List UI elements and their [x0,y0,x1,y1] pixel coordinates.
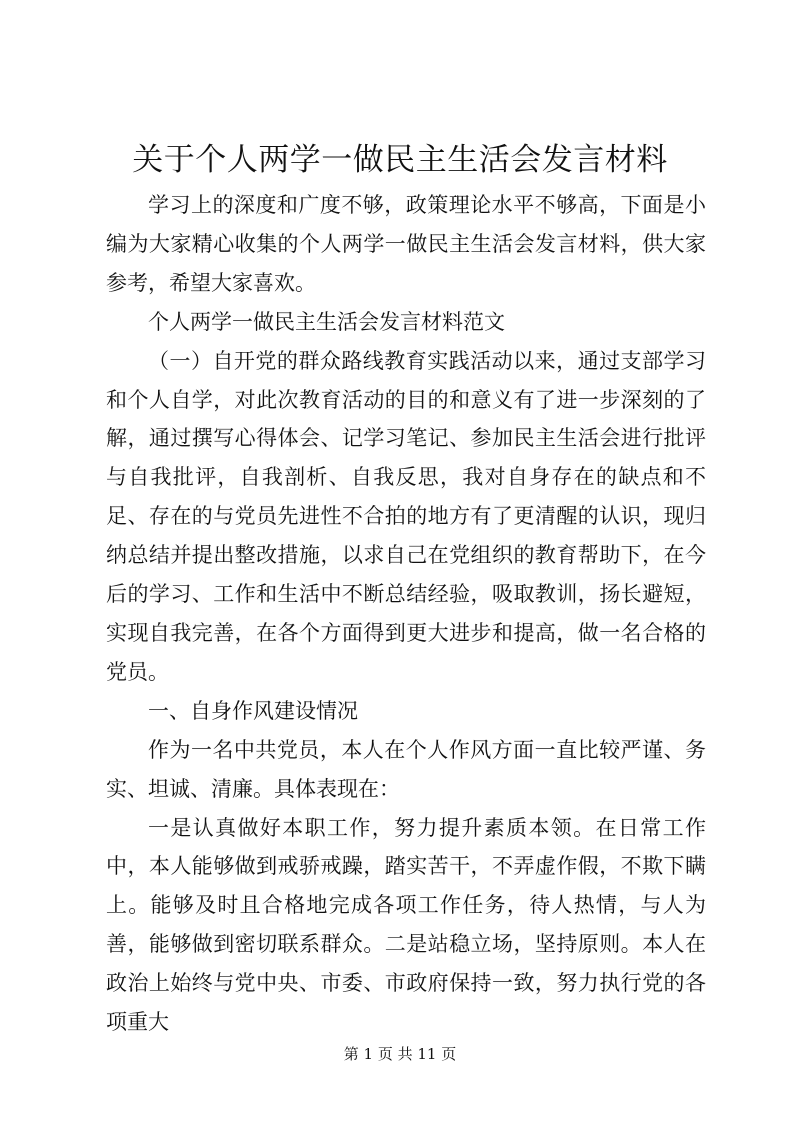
document-title: 关于个人两学一做民主生活会发言材料 [132,142,668,178]
intro-paragraph: 学习上的深度和广度不够，政策理论水平不够高，下面是小编为大家精心收集的个人两学一做民主生活会发言材料，供大家参考，希望大家喜欢。 [106,193,706,295]
page-footer: 第 1 页 共 11 页 [343,1045,457,1063]
body-paragraph: 一是认真做好本职工作，努力提升素质本领。在日常工作中，本人能够做到戒骄戒躁，踏实苦干，不弄虚作假，不欺下瞒上。能够及时且合格地完成各项工作任务，待人热情，与人为善，能够做到密切联系群众。二是站稳立场，坚持原则。本人在政治上始终与党中央、市委、市政府保持一致，努力执行党的各项重大 [106,815,706,1035]
body-paragraph: （一）自开党的群众路线教育实践活动以来，通过支部学习和个人自学，对此次教育活动的目的和意义有了进一步深刻的了解，通过撰写心得体会、记学习笔记、参加民主生活会进行批评与自我批评，自我剖析、自我反思，我对自身存在的缺点和不足、存在的与党员先进性不合拍的地方有了更清醒的认识，现归纳总结并提出整改措施，以求自己在党组织的教育帮助下，在今后的学习、工作和生活中不断总结经验，吸取教训，扬长避短，实现自我完善，在各个方面得到更大进步和提高，做一名合格的党员。 [106,348,706,684]
document-body [106,186,706,1042]
body-paragraph: 作为一名中共党员，本人在个人作风方面一直比较严谨、务实、坦诚、清廉。具体表现在： [106,737,706,801]
section-heading: 一、自身作风建设情况 [148,698,358,723]
section-subtitle: 个人两学一做民主生活会发言材料范文 [148,309,505,334]
